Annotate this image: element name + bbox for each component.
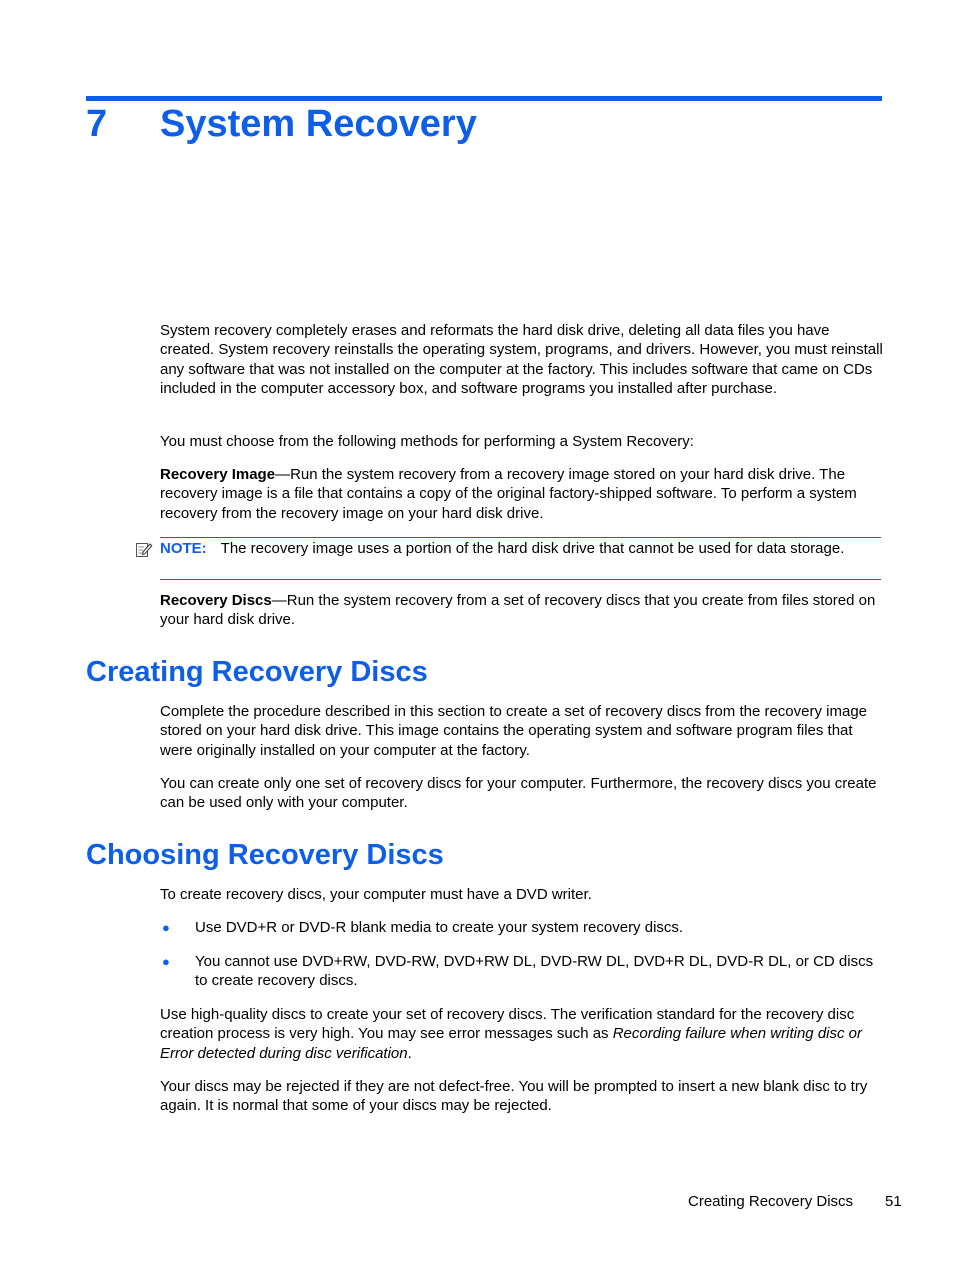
creating-recovery-discs-heading: Creating Recovery Discs (86, 656, 428, 688)
recovery-image-text: —Run the system recovery from a recovery image stored on your hard disk drive. The recovery image is a file that contains a copy of the original factory-shipped software. To perform a system recovery from the recovery image on your hard disk drive. (160, 466, 857, 522)
choosing-paragraph-1: To create recovery discs, your computer must have a DVD writer. (160, 886, 592, 903)
creating-paragraph-2: You can create only one set of recovery discs for your computer. Furthermore, the recovery discs you create can be used only with your computer. (160, 775, 877, 812)
recovery-image-paragraph (160, 465, 884, 523)
creating-paragraph-1: Complete the procedure described in this section to create a set of recovery discs from the recovery image stored on your hard disk drive. This image contains the operating system and software program files that were originally installed on your computer at the factory. (160, 703, 867, 759)
note-text: The recovery image uses a portion of the hard disk drive that cannot be used for data storage. (220, 540, 845, 557)
choosing-p2-end: . (407, 1044, 412, 1062)
bullet-icon: ● (162, 920, 170, 935)
intro-paragraph-1: System recovery completely erases and reformats the hard disk drive, deleting all data files you have created. System recovery reinstalls the operating system, programs, and drivers. However, you must reinstall any software that was not installed on the computer at the factory. This includes software that came on CDs included in the computer accessory box, and software programs you installed after purchase. (160, 322, 883, 397)
choosing-recovery-discs-heading: Choosing Recovery Discs (86, 839, 444, 871)
chapter-number: 7 (86, 103, 108, 145)
bullet-icon: ● (162, 954, 170, 969)
page-number: 51 (885, 1193, 902, 1210)
chapter-title: System Recovery (160, 103, 477, 145)
note-text-block (160, 539, 881, 558)
recovery-image-term: Recovery Image (160, 466, 276, 483)
note-box (160, 537, 881, 580)
chapter-heading (86, 100, 477, 148)
recovery-discs-term: Recovery Discs (160, 592, 272, 609)
list-item-text: Use DVD+R or DVD-R blank media to create your system recovery discs. (195, 919, 684, 936)
list-item-text: You cannot use DVD+RW, DVD-RW, DVD+RW DL, DVD-RW DL, DVD+R DL, DVD-R DL, or CD discs to create recovery discs. (195, 953, 874, 990)
recovery-discs-text: —Run the system recovery from a set of recovery discs that you create from files stored on your hard disk drive. (160, 592, 876, 629)
note-label: NOTE: (160, 540, 207, 557)
error-messages-italic: Recording failure when writing disc or Error detected during disc verification (160, 1025, 862, 1062)
choosing-p2-start: Use high-quality discs to create your set of recovery discs. The verification standard for the recovery disc creation process is very high. You may see error messages such as (160, 1006, 855, 1043)
choosing-paragraph-3: Your discs may be rejected if they are not defect-free. You will be prompted to insert a new blank disc to try again. It is normal that some of your discs may be rejected. (160, 1078, 868, 1115)
choosing-paragraph-2 (160, 1005, 884, 1063)
footer-section-title: Creating Recovery Discs (688, 1193, 854, 1210)
intro-paragraph-2: You must choose from the following methods for performing a System Recovery: (160, 433, 694, 450)
note-pencil-icon (135, 540, 153, 558)
recovery-discs-paragraph (160, 591, 884, 630)
